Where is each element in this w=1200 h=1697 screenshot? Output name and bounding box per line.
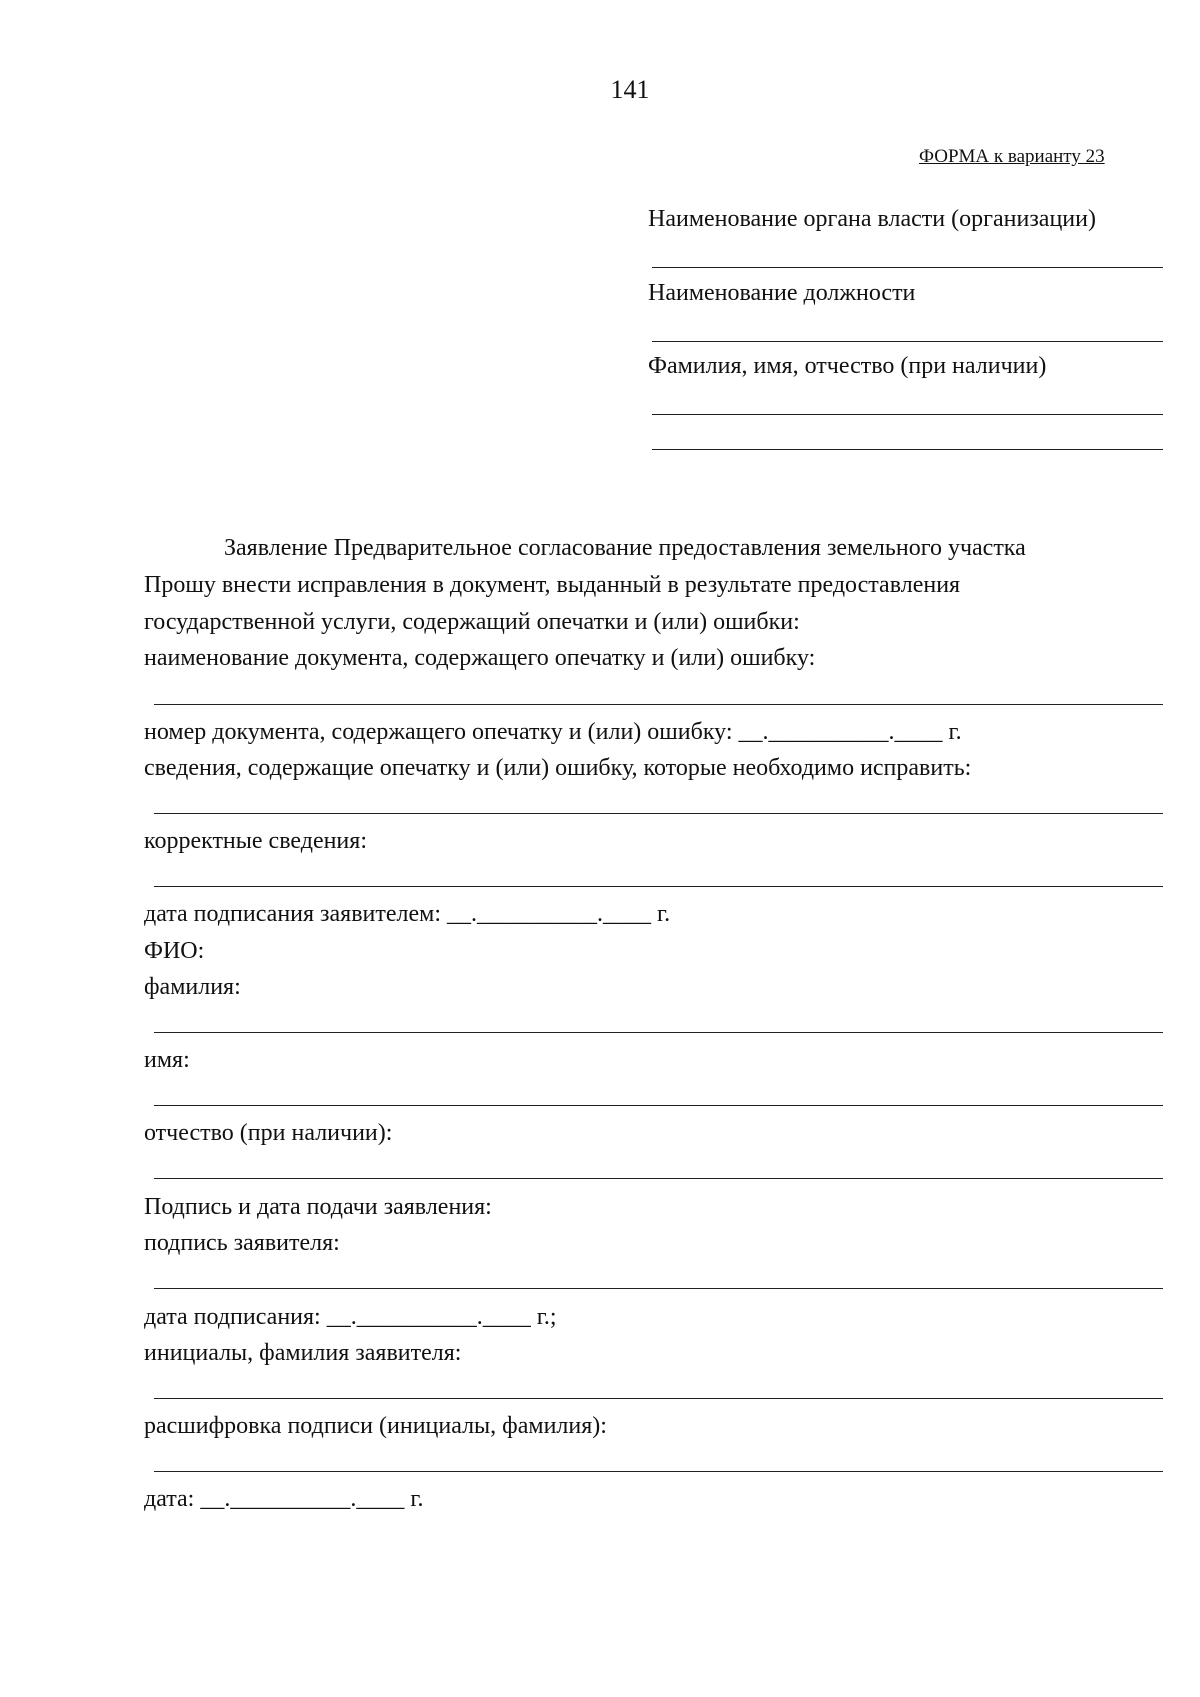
signature-heading: Подпись и дата подачи заявления:: [144, 1194, 492, 1220]
final-date: [144, 1487, 423, 1511]
request-text-line-1: Прошу внести исправления в документ, выданный в результате предоставления: [144, 572, 961, 598]
applicant-sign-date-label: дата подписания заявителем:: [144, 901, 442, 927]
correct-info-label: корректные сведения:: [144, 828, 367, 854]
document-number-label: [144, 720, 962, 744]
signing-date-value[interactable]: __.__________.____ г.;: [326, 1304, 557, 1330]
errors-label: сведения, содержащие опечатку и (или) ошибку, которые необходимо исправить:: [144, 755, 972, 781]
position-label: Наименование должности: [648, 280, 916, 306]
applicant-signature-label: подпись заявителя:: [144, 1230, 340, 1256]
document-name-field[interactable]: [154, 704, 1163, 705]
signature-decryption-field[interactable]: [154, 1471, 1163, 1472]
authority-name-label: Наименование органа власти (организации): [648, 206, 1096, 232]
patronymic-field[interactable]: [154, 1178, 1163, 1179]
signing-date: [144, 1305, 557, 1329]
surname-label: фамилия:: [144, 974, 241, 1000]
applicant-sign-date-value[interactable]: __.__________.____ г.: [447, 901, 671, 927]
name-label: имя:: [144, 1047, 190, 1073]
document-number-label-text: номер документа, содержащего опечатку и (или) ошибку:: [144, 719, 733, 745]
applicant-sign-date: [144, 902, 670, 926]
final-date-label: дата:: [144, 1486, 195, 1512]
addressee-fio-field-2[interactable]: [652, 449, 1163, 450]
page-number: 141: [610, 75, 650, 104]
signing-date-label: дата подписания:: [144, 1304, 321, 1330]
request-text-line-2: государственной услуги, содержащий опечатки и (или) ошибки:: [144, 609, 800, 635]
applicant-signature-field[interactable]: [154, 1288, 1163, 1289]
form-tag: ФОРМА к варианту 23: [919, 146, 1105, 167]
patronymic-label: отчество (при наличии):: [144, 1120, 393, 1146]
addressee-fio-field-1[interactable]: [652, 414, 1163, 415]
initials-label: инициалы, фамилия заявителя:: [144, 1340, 462, 1366]
errors-field[interactable]: [154, 813, 1163, 814]
correct-info-field[interactable]: [154, 886, 1163, 887]
application-title: Заявление Предварительное согласование предоставления земельного участка: [224, 535, 1026, 561]
name-field[interactable]: [154, 1105, 1163, 1106]
position-field[interactable]: [652, 341, 1163, 342]
fio-heading: ФИО:: [144, 938, 205, 964]
document-number-date[interactable]: __.__________.____ г.: [738, 719, 962, 745]
addressee-fio-label: Фамилия, имя, отчество (при наличии): [648, 353, 1047, 379]
final-date-value[interactable]: __.__________.____ г.: [200, 1486, 424, 1512]
initials-field[interactable]: [154, 1398, 1163, 1399]
document-name-label: наименование документа, содержащего опечатку и (или) ошибку:: [144, 645, 816, 671]
surname-field[interactable]: [154, 1032, 1163, 1033]
authority-name-field[interactable]: [652, 267, 1163, 268]
signature-decryption-label: расшифровка подписи (инициалы, фамилия):: [144, 1413, 607, 1439]
